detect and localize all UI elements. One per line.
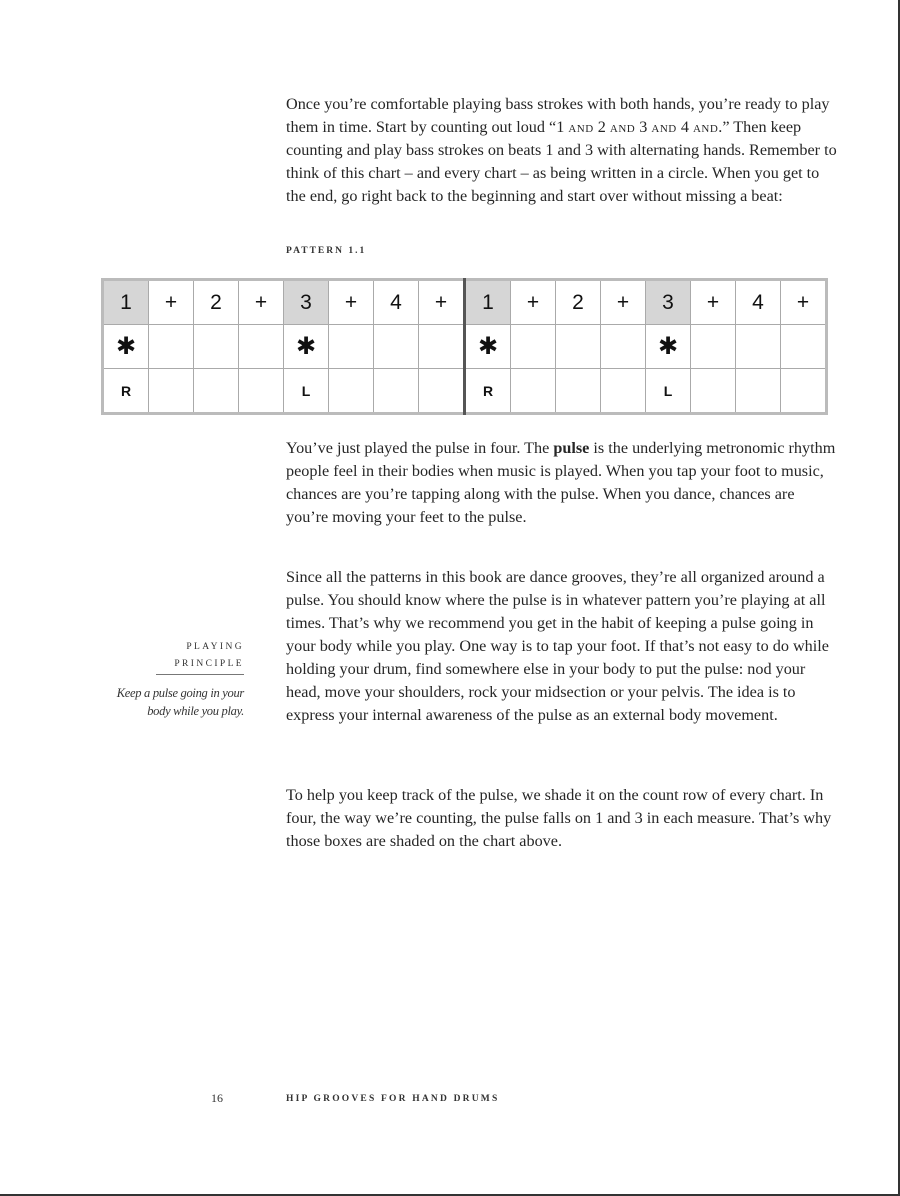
hand-cell — [511, 369, 556, 414]
count-cell: + — [511, 280, 556, 325]
bass-stroke-icon: ✱ — [465, 325, 511, 369]
bass-stroke-icon: ✱ — [284, 325, 329, 369]
stroke-cell — [419, 325, 465, 369]
count-cell: 3 — [284, 280, 329, 325]
hand-row — [103, 369, 827, 414]
count-cell: + — [329, 280, 374, 325]
hand-cell — [374, 369, 419, 414]
pattern-label: PATTERN 1.1 — [286, 246, 367, 256]
count-cell: 4 — [736, 280, 781, 325]
sidebar-note: Keep a pulse going in your body while you play. — [116, 686, 244, 718]
stroke-cell — [601, 325, 646, 369]
rhythm-chart — [101, 278, 828, 415]
hand-cell — [149, 369, 194, 414]
sidebar-heading: PLAYING PRINCIPLE — [120, 639, 244, 675]
pulse-paragraph: You’ve just played the pulse in four. The pulse is the underlying metronomic rhythm people feel in their bodies when music is played. When you tap your foot to music, chances are you’re tapping along with the pulse. When you dance, chances are you’re moving your feet to the pulse. — [286, 439, 836, 526]
hand-cell: R — [103, 369, 149, 414]
hand-cell — [194, 369, 239, 414]
intro-paragraph: Once you’re comfortable playing bass strokes with both hands, you’re ready to play them in time. Start by counting out loud “1 and 2 and 3 and 4 and.” Then keep counting and play bass strokes on beats 1 and 3 with alternating hands. Remember to think of this chart – and every chart – as being written in a circle. When you get to the end, go right back to the beginning and start over without missing a beat: — [286, 95, 837, 205]
count-cell: 1 — [103, 280, 149, 325]
sidebar-divider — [156, 674, 244, 675]
running-footer-title: HIP GROOVES FOR HAND DRUMS — [286, 1094, 500, 1104]
stroke-cell — [556, 325, 601, 369]
page-number: 16 — [211, 1091, 223, 1105]
stroke-cell — [511, 325, 556, 369]
hand-cell: L — [284, 369, 329, 414]
hand-cell — [239, 369, 284, 414]
shading-paragraph: To help you keep track of the pulse, we shade it on the count row of every chart. In four, the way we’re counting, the pulse falls on 1 and 3 in each measure. That’s why those boxes are shaded on the chart above. — [286, 786, 832, 850]
hand-cell — [329, 369, 374, 414]
count-cell: 2 — [556, 280, 601, 325]
hand-cell: L — [646, 369, 691, 414]
hand-cell — [736, 369, 781, 414]
hand-cell — [419, 369, 465, 414]
stroke-cell — [239, 325, 284, 369]
count-cell: + — [419, 280, 465, 325]
stroke-cell — [329, 325, 374, 369]
count-cell: + — [239, 280, 284, 325]
count-cell: 3 — [646, 280, 691, 325]
dance-grooves-paragraph: Since all the patterns in this book are dance grooves, they’re all organized around a pulse. You should know where the pulse is in whatever pattern you’re playing at all times. That’s why we recommend you get in the habit of keeping a pulse going in your body while you play. One way is to tap your foot. If that’s not easy to do while holding your drum, find somewhere else in your body to put the pulse: nod your head, move your shoulders, rock your midsection or your pelvis. The idea is to express your internal awareness of the pulse as an external body movement. — [286, 568, 829, 724]
count-cell: 2 — [194, 280, 239, 325]
stroke-row — [103, 325, 827, 369]
hand-cell: R — [465, 369, 511, 414]
stroke-cell — [374, 325, 419, 369]
count-cell: + — [601, 280, 646, 325]
hand-cell — [601, 369, 646, 414]
count-row — [103, 280, 827, 325]
hand-cell — [691, 369, 736, 414]
stroke-cell — [736, 325, 781, 369]
count-cell: + — [149, 280, 194, 325]
bass-stroke-icon: ✱ — [646, 325, 691, 369]
bass-stroke-icon: ✱ — [103, 325, 149, 369]
stroke-cell — [194, 325, 239, 369]
hand-cell — [781, 369, 827, 414]
count-cell: + — [781, 280, 827, 325]
count-cell: 4 — [374, 280, 419, 325]
count-cell: 1 — [465, 280, 511, 325]
stroke-cell — [691, 325, 736, 369]
count-cell: + — [691, 280, 736, 325]
stroke-cell — [149, 325, 194, 369]
stroke-cell — [781, 325, 827, 369]
hand-cell — [556, 369, 601, 414]
pulse-term: pulse — [553, 439, 590, 457]
